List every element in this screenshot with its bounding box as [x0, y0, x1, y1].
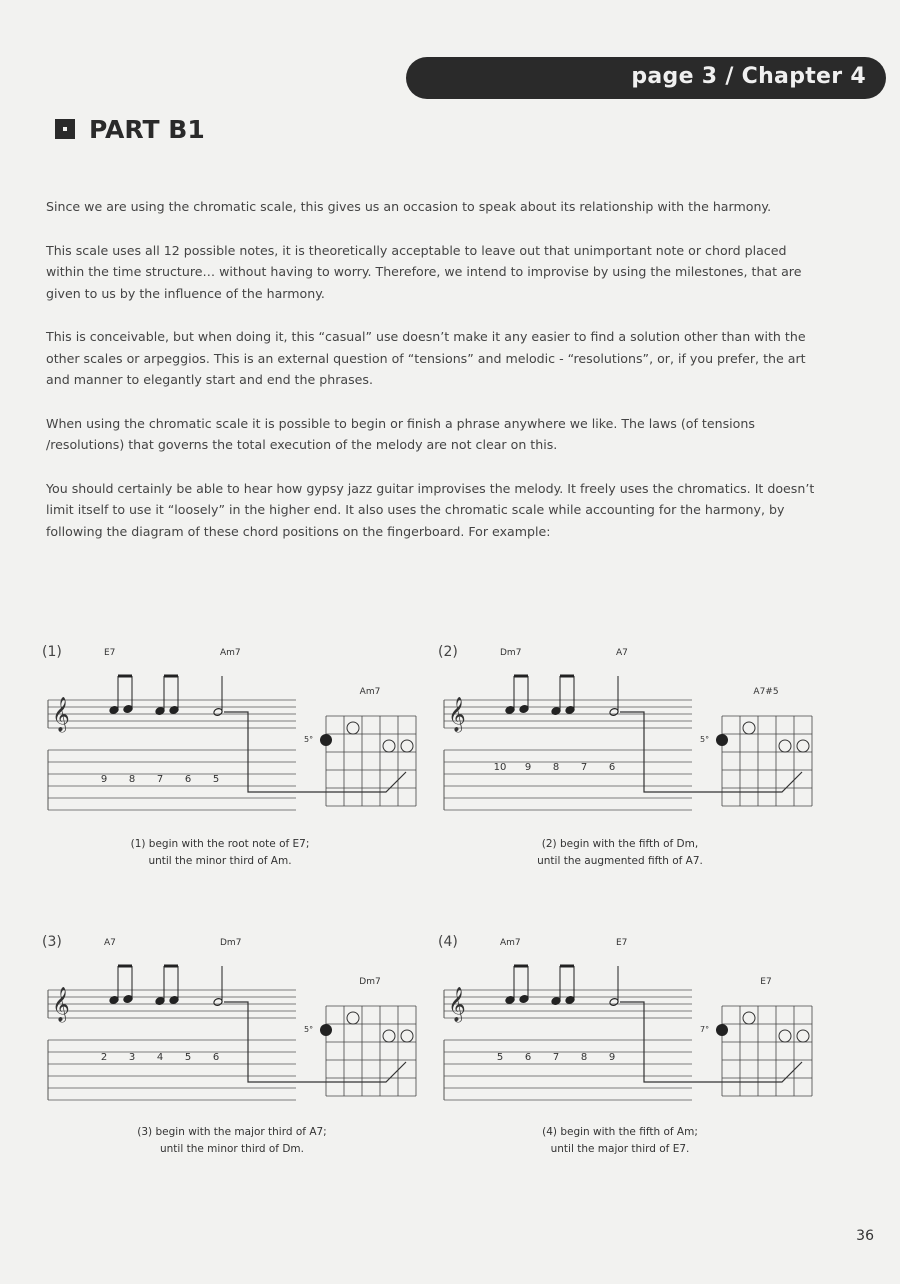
example-3-caption: (3) begin with the major third of A7; until the minor third of Dm. — [137, 1126, 327, 1155]
finger-circle-icon — [779, 1030, 791, 1042]
fret-position-label: 5° — [304, 735, 314, 744]
body-text — [46, 196, 826, 564]
part-heading — [55, 112, 205, 146]
example-4-caption: (4) begin with the fifth of Am; until the major third of E7. — [542, 1126, 698, 1155]
tab-number: 6 — [184, 774, 192, 785]
finger-circle-icon — [401, 1030, 413, 1042]
tab-number: 7 — [156, 774, 164, 785]
root-dot-icon — [320, 1024, 332, 1036]
root-dot-icon — [716, 734, 728, 746]
chord-symbol: E7 — [104, 648, 116, 658]
treble-clef-icon: 𝄞 — [52, 987, 70, 1022]
page-number: 36 — [856, 1228, 874, 1244]
example-number: (1) — [42, 644, 62, 660]
notation-svg — [42, 640, 442, 820]
treble-clef-icon: 𝄞 — [52, 697, 70, 732]
music-example-1 — [42, 640, 442, 820]
tab-number: 5 — [212, 774, 220, 785]
part-title: PART B1 — [89, 114, 205, 144]
finger-circle-icon — [347, 1012, 359, 1024]
treble-clef-icon: 𝄞 — [448, 987, 466, 1022]
paragraph-1: Since we are using the chromatic scale, this gives us an occasion to speak about its relationship with the harmony. — [46, 199, 772, 214]
tab-number: 5 — [496, 1052, 504, 1063]
root-dot-icon — [716, 1024, 728, 1036]
tab-number: 2 — [100, 1052, 108, 1063]
tab-number: 8 — [128, 774, 136, 785]
finger-circle-icon — [383, 1030, 395, 1042]
chapter-header-tab — [406, 57, 886, 99]
example-number: (3) — [42, 934, 62, 950]
tab-number: 8 — [552, 762, 560, 773]
finger-circle-icon — [743, 722, 755, 734]
tab-number: 7 — [552, 1052, 560, 1063]
tab-number: 3 — [128, 1052, 136, 1063]
fret-position-label: 5° — [700, 735, 710, 744]
diagram-chord-label: Dm7 — [359, 977, 381, 987]
treble-clef-icon: 𝄞 — [448, 697, 466, 732]
notation-svg — [438, 930, 838, 1110]
paragraph-5: You should certainly be able to hear how gypsy jazz guitar improvises the melody. It freely uses the chromatics. It doesn’t limit itself to use it “loosely” in the higher end. It also uses the chromatic scale while accounting for the harmony, by following the diagram of these chord positions on the fingerboard. For example: — [46, 480, 815, 539]
tab-number: 6 — [212, 1052, 220, 1063]
square-bullet-icon — [55, 119, 75, 139]
example-2-caption: (2) begin with the fifth of Dm, until the augmented fifth of A7. — [537, 838, 703, 867]
finger-circle-icon — [347, 722, 359, 734]
example-1-caption: (1) begin with the root note of E7; until the minor third of Am. — [130, 838, 310, 867]
chord-symbol: Am7 — [220, 648, 241, 658]
tab-number: 4 — [156, 1052, 164, 1063]
music-example-2 — [438, 640, 838, 820]
chord-symbol: A7 — [616, 648, 628, 658]
paragraph-3: This is conceivable, but when doing it, this “casual” use doesn’t make it any easier to find a solution other than with the other scales or arpeggios. This is an external question of “tensions” and melodic - “resolutions”, or, if you prefer, the art and manner to elegantly start and end the phrases. — [46, 329, 806, 387]
tab-number: 7 — [580, 762, 588, 773]
finger-circle-icon — [779, 740, 791, 752]
tab-number: 6 — [524, 1052, 532, 1063]
tab-number: 6 — [608, 762, 616, 773]
music-example-3 — [42, 930, 442, 1110]
diagram-chord-label: E7 — [760, 977, 772, 987]
fret-position-label: 5° — [304, 1025, 314, 1034]
example-number: (2) — [438, 644, 458, 660]
finger-circle-icon — [743, 1012, 755, 1024]
notation-svg — [438, 640, 838, 820]
chord-symbol: E7 — [616, 938, 628, 948]
tab-number: 8 — [580, 1052, 588, 1063]
tab-number: 9 — [524, 762, 532, 773]
chapter-header-text: page 3 / Chapter 4 — [631, 64, 866, 89]
tab-number: 9 — [100, 774, 108, 785]
chord-symbol: A7 — [104, 938, 116, 948]
diagram-chord-label: A7#5 — [753, 687, 779, 697]
tab-number: 10 — [493, 762, 507, 773]
chord-symbol: Dm7 — [220, 938, 242, 948]
paragraph-4: When using the chromatic scale it is possible to begin or finish a phrase anywhere we like. The laws (of tensions /resolutions) that governs the total execution of the melody are not clear on this. — [46, 415, 755, 452]
chord-symbol: Am7 — [500, 938, 521, 948]
tab-number: 9 — [608, 1052, 616, 1063]
notation-svg — [42, 930, 442, 1110]
chord-symbol: Dm7 — [500, 648, 522, 658]
root-dot-icon — [320, 734, 332, 746]
example-number: (4) — [438, 934, 458, 950]
finger-circle-icon — [797, 1030, 809, 1042]
tab-number: 5 — [184, 1052, 192, 1063]
finger-circle-icon — [797, 740, 809, 752]
music-example-4 — [438, 930, 838, 1110]
fret-position-label: 7° — [700, 1025, 710, 1034]
finger-circle-icon — [383, 740, 395, 752]
paragraph-2: This scale uses all 12 possible notes, it is theoretically acceptable to leave out that unimportant note or chord placed within the time structure… without having to worry. Therefore, we intend to improvise by using the milestones, that are given to us by the influence of the harmony. — [46, 242, 802, 301]
finger-circle-icon — [401, 740, 413, 752]
diagram-chord-label: Am7 — [359, 687, 381, 697]
